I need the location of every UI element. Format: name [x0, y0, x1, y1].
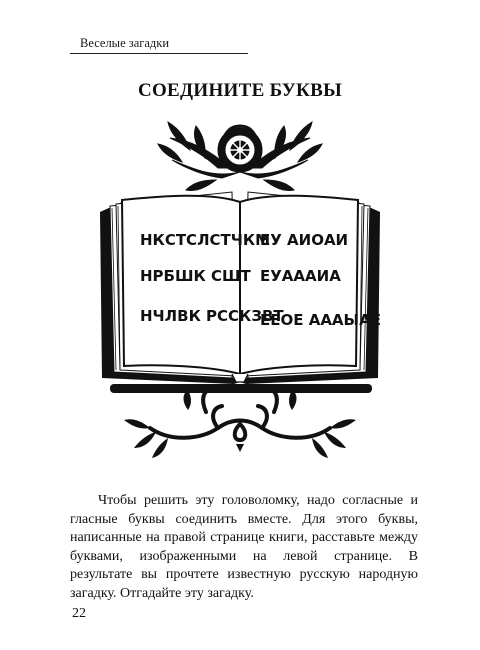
- left-page-line-2: НРБШК СШТ: [140, 267, 251, 285]
- right-page-line-1: ЕУ АИОАИ: [260, 231, 349, 249]
- right-page-line-2: ЕУАААИА: [260, 267, 341, 285]
- book-illustration: [0, 112, 480, 482]
- left-page-line-3: НЧЛВК РССКЗВТ: [140, 307, 284, 325]
- header-rule: [70, 53, 248, 54]
- bottom-ornament: [150, 388, 330, 440]
- page-title: СОЕДИНИТЕ БУКВЫ: [137, 80, 343, 101]
- instructions-paragraph: Чтобы решить эту головоломку, надо согласные и гласные буквы соединить вместе. Для этого буквы, написанные на правой странице книги, расставьте между буквами, изображенными на левой странице. В результате вы прочтете известную русскую народную загадку. Отгадайте эту загадку.: [70, 493, 418, 601]
- open-book: [100, 192, 380, 384]
- top-ornament: [158, 122, 322, 191]
- left-page-line-1: НКСТСЛСТЧКМ: [140, 231, 271, 249]
- running-head: Веселые загадки: [80, 36, 170, 50]
- page-number: 22: [72, 606, 86, 621]
- book-base-bar: [110, 384, 372, 393]
- right-page-line-3: ЕЕОЕ АААЫАЕ: [260, 311, 381, 329]
